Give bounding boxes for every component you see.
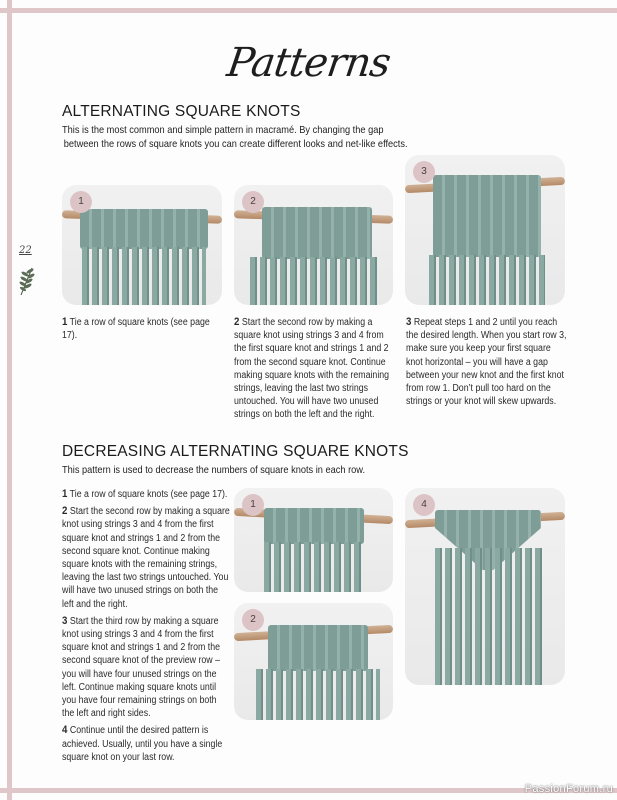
step-number: 4 <box>62 724 68 737</box>
watermark: PassionForum.ru <box>524 783 613 795</box>
cord-strings <box>264 542 364 592</box>
page-border-left <box>7 0 12 800</box>
cord-strings <box>250 257 380 305</box>
section-heading-alternating: ALTERNATING SQUARE KNOTS <box>62 103 301 120</box>
page-title: Patterns <box>224 40 393 86</box>
step-item-1 <box>62 488 231 501</box>
step-number: 2 <box>234 316 240 328</box>
step-item-3 <box>62 615 231 721</box>
photo-decrease-step-2 <box>234 603 393 720</box>
step-number: 3 <box>406 316 412 328</box>
step-caption-3 <box>406 316 569 408</box>
section-intro-decreasing: This pattern is used to decrease the numbers of square knots in each row. <box>62 464 366 476</box>
knot-row <box>268 625 368 671</box>
cord-strings <box>429 255 545 305</box>
knot-row <box>262 207 372 259</box>
photo-step-2 <box>234 185 393 305</box>
step-item-4 <box>62 724 231 764</box>
step-caption-1 <box>62 316 225 342</box>
leaf-icon <box>18 265 36 297</box>
step-text: Start the second row by making a square knot using strings 3 and 4 from the first square knot and strings 1 and 2 from the second square knot. Continue making square knots with the remaining strings, leaving the last two strings untouched. You will have two unused strings on both the left and the right. <box>234 317 390 421</box>
photo-decrease-step-1 <box>234 488 393 592</box>
intro-line-1: This is the most common and simple pattern in macramé. By changing the gap <box>62 124 384 136</box>
step-item-2 <box>62 505 231 611</box>
section-heading-decreasing: DECREASING ALTERNATING SQUARE KNOTS <box>62 443 409 460</box>
page-number: 22 <box>19 245 32 256</box>
cord-strings <box>256 669 380 720</box>
step-text: Tie a row of square knots (see page 17). <box>62 317 210 342</box>
step-text: Repeat steps 1 and 2 until you reach the desired length. When you start row 3, make sure you keep your first square knot horizontal – you will have a gap between your new knot and the first knot from row 1. Don’t pull too hard on the strings or your knot will skew upwards. <box>406 317 567 408</box>
photo-step-3 <box>405 155 565 305</box>
cord-strings <box>435 548 543 685</box>
steps-list-decreasing <box>62 488 231 768</box>
step-badge: 2 <box>242 609 264 631</box>
section-intro-alternating <box>62 123 476 151</box>
step-number: 3 <box>62 614 68 627</box>
page-border-top <box>0 8 617 13</box>
step-badge: 4 <box>413 494 435 516</box>
step-number: 1 <box>62 316 68 328</box>
step-number: 2 <box>62 505 68 518</box>
knot-row <box>264 508 364 544</box>
step-text: Tie a row of square knots (see page 17). <box>69 489 228 500</box>
step-badge: 3 <box>413 161 435 183</box>
step-text: Start the third row by making a square knot using strings 3 and 4 from the first square knot and strings 1 and 2 from the second square knot of the preview row – you will have four unused strings on the left. Continue making square knots until you have four remaining strings on both the left and right sides. <box>62 615 221 720</box>
step-text: Continue until the desired pattern is achieved. Usually, until you have a single square knot on your last row. <box>62 725 223 763</box>
step-number: 1 <box>62 488 68 500</box>
knot-mesh <box>433 175 541 257</box>
cord-strings <box>82 247 206 305</box>
step-text: Start the second row by making a square knot using strings 3 and 4 from the first square knot and strings 1 and 2 from the second square knot. Continue making square knots with the remaining strings, leaving the last two strings untouched. You will have two unused strings on both the left and the right. <box>62 506 230 610</box>
step-badge: 1 <box>70 191 92 213</box>
step-badge: 2 <box>242 191 264 213</box>
knot-row <box>80 209 208 249</box>
step-badge: 1 <box>242 494 264 516</box>
photo-decrease-step-4 <box>405 488 565 685</box>
photo-step-1 <box>62 185 222 305</box>
intro-line-2: between the rows of square knots you can create different looks and net-like effects. <box>63 138 408 150</box>
step-caption-2 <box>234 316 397 422</box>
